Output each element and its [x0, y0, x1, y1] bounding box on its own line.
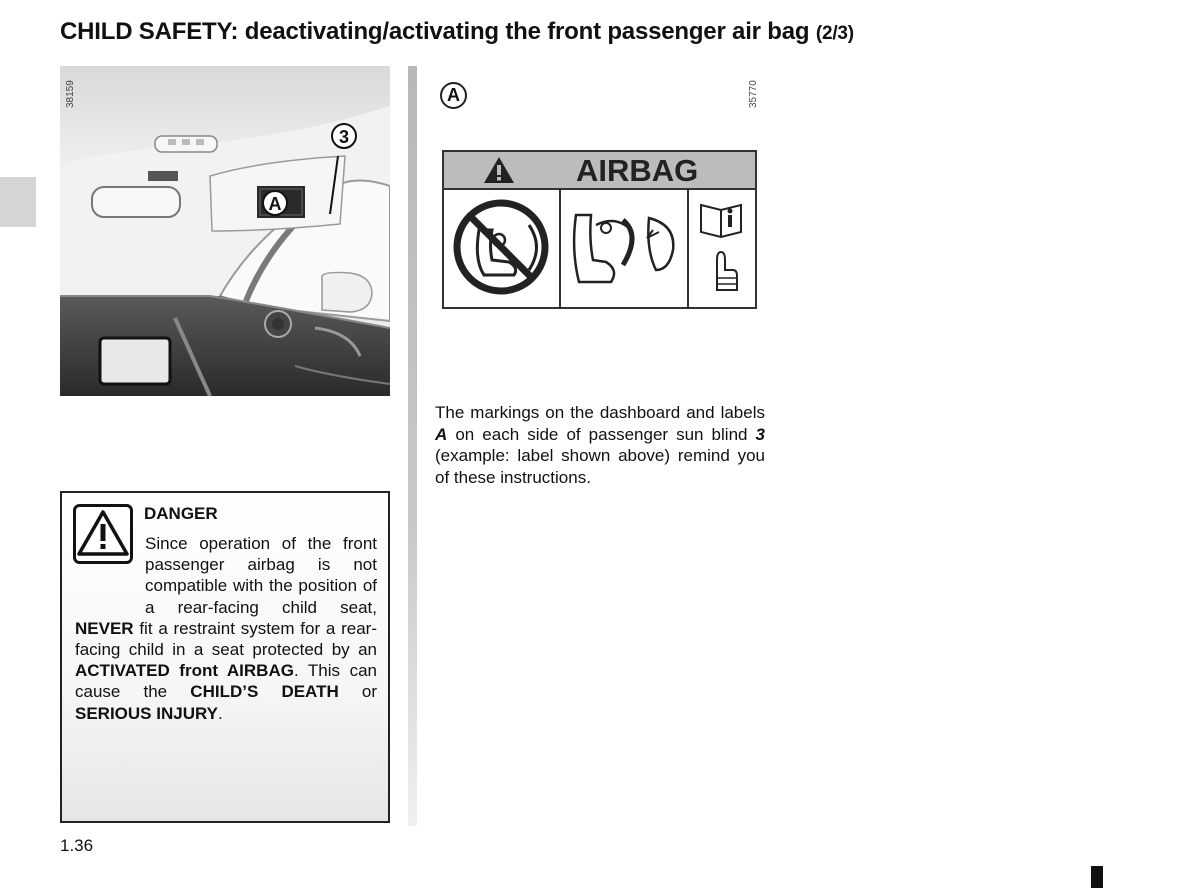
description-text: The markings on the dashboard and labels A on each side of passenger sun blind 3 (example: label shown above) remind you of these instructions. — [435, 403, 765, 487]
danger-title: DANGER — [144, 504, 218, 523]
page-title-text: CHILD SAFETY: deactivating/activating the front passenger air bag — [60, 18, 810, 45]
figure-letter: A — [440, 82, 467, 109]
warning-triangle-icon — [482, 155, 516, 185]
airbag-label-figure — [432, 66, 772, 326]
airbag-label — [442, 150, 757, 309]
airbag-word: AIRBAG — [576, 153, 699, 188]
chapter-tab — [0, 177, 36, 227]
read-manual-icon — [689, 190, 755, 307]
callout-a: A — [268, 194, 282, 214]
page-number: 1.36 — [60, 836, 94, 855]
interior-photo — [60, 66, 390, 396]
page-title — [60, 18, 854, 46]
prohibited-child-seat-icon — [444, 190, 561, 307]
airbag-label-header — [444, 152, 755, 190]
danger-box — [60, 491, 390, 823]
danger-text: Since operation of the front passenger airbag is not compatible with the position of a rear-facing child seat, NEVER fit a restraint system for a rear-facing child in a seat protected by an ACTIVATED front AIRBAG. This can cause the CHILD’S DEATH or SERIOUS INJURY. — [75, 534, 377, 723]
page-corner-mark — [1091, 866, 1103, 888]
figure-code: 35770 — [748, 80, 759, 108]
page-title-suffix: (2/3) — [815, 23, 854, 44]
photo-code: 38159 — [65, 80, 76, 108]
column-divider — [408, 66, 417, 826]
airbag-deploy-icon — [561, 190, 689, 307]
callout-3: 3 — [338, 127, 350, 147]
